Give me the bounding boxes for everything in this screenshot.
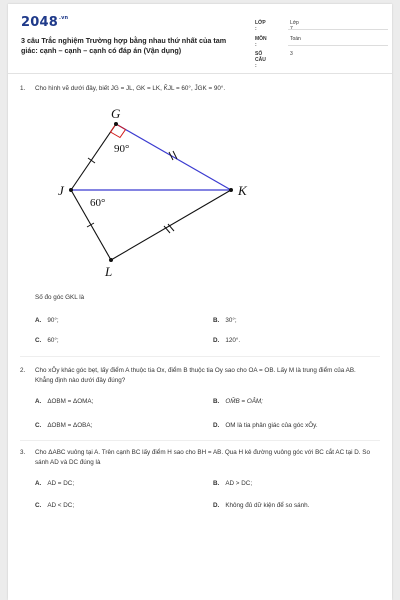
meta-lop-label: LỚP : [255, 20, 266, 32]
question-number: 3. [20, 449, 26, 456]
question-number: 1. [20, 85, 26, 92]
q1-option-b[interactable]: B. 30°; [213, 317, 237, 324]
header-divider [8, 73, 392, 74]
q2-option-b[interactable]: B. OM̂B = OÂM; [213, 398, 263, 405]
q1-option-d[interactable]: D. 120°. [213, 337, 241, 344]
page-title: 3 câu Trắc nghiệm Trường hợp bằng nhau thứ nhất của tam giác: cạnh – cạnh – cạnh có đáp án (Vận dụng) [21, 36, 227, 55]
segment-gj [71, 124, 116, 190]
point-l [109, 258, 113, 262]
segment-lk [111, 190, 231, 260]
q3-option-b[interactable]: B. AD > DC; [213, 480, 253, 487]
q3-option-a[interactable]: A. AD = DC; [35, 480, 75, 487]
right-angle-mark [111, 124, 126, 138]
document-page [8, 4, 392, 600]
point-j [69, 188, 73, 192]
meta-mon-label: MÔN : [255, 36, 267, 48]
meta-socau-label: SỐ CÂU : [255, 51, 266, 69]
label-j: J [58, 183, 64, 198]
site-logo[interactable]: $2048^{.vn}$ [21, 15, 69, 30]
question-prompt: Số đo góc GKL là [35, 294, 85, 301]
angle-label-g: 90° [114, 143, 130, 155]
triangle-figure [48, 102, 268, 282]
q2-option-d[interactable]: D. OM là tia phân giác của góc xÔy. [213, 422, 318, 429]
angle-label-j: 60° [90, 197, 106, 209]
q1-option-c[interactable]: C. 60°; [35, 337, 59, 344]
question-text: Cho xÔy khác góc bẹt, lấy điểm A thuộc tia Ox, điểm B thuộc tia Oy sao cho OA = OB. Lấy M là trung điểm của AB. Khẳng định nào dưới đây đúng? [35, 367, 356, 384]
q3-option-c[interactable]: C. AD < DC; [35, 502, 75, 509]
label-g: G [111, 106, 121, 121]
q2-option-c[interactable]: C. ΔOBM = ΔOBA; [35, 422, 93, 429]
point-k [229, 188, 233, 192]
question-divider [20, 440, 380, 441]
label-l: L [105, 264, 113, 279]
tick-gj [88, 158, 95, 163]
label-k: K [238, 183, 247, 198]
q2-option-a[interactable]: A. ΔOBM = ΔOMA; [35, 398, 94, 405]
segment-gk [116, 124, 231, 190]
point-g [114, 122, 118, 126]
question-text: Cho ΔABC vuông tại A. Trên cạnh BC lấy điểm H sao cho BH = AB. Qua H kẻ đường vuông góc với BC cắt AC tại D. So sánh AD và DC đúng là [35, 449, 371, 466]
question-divider [20, 356, 380, 357]
meta-socau-value: 3 [290, 51, 293, 57]
meta-mon-value: Toán [290, 36, 301, 42]
question-number: 2. [20, 367, 26, 374]
meta-lop-value: Lớp 7 [290, 20, 299, 32]
q1-option-a[interactable]: A. 90°; [35, 317, 59, 324]
question-text: Cho hình vẽ dưới đây, biết JG = JL, GK = LK, K̂JL = 60°, ĴGK = 90°. [35, 85, 226, 92]
q3-option-d[interactable]: D. Không đủ dữ kiện để so sánh. [213, 502, 310, 509]
